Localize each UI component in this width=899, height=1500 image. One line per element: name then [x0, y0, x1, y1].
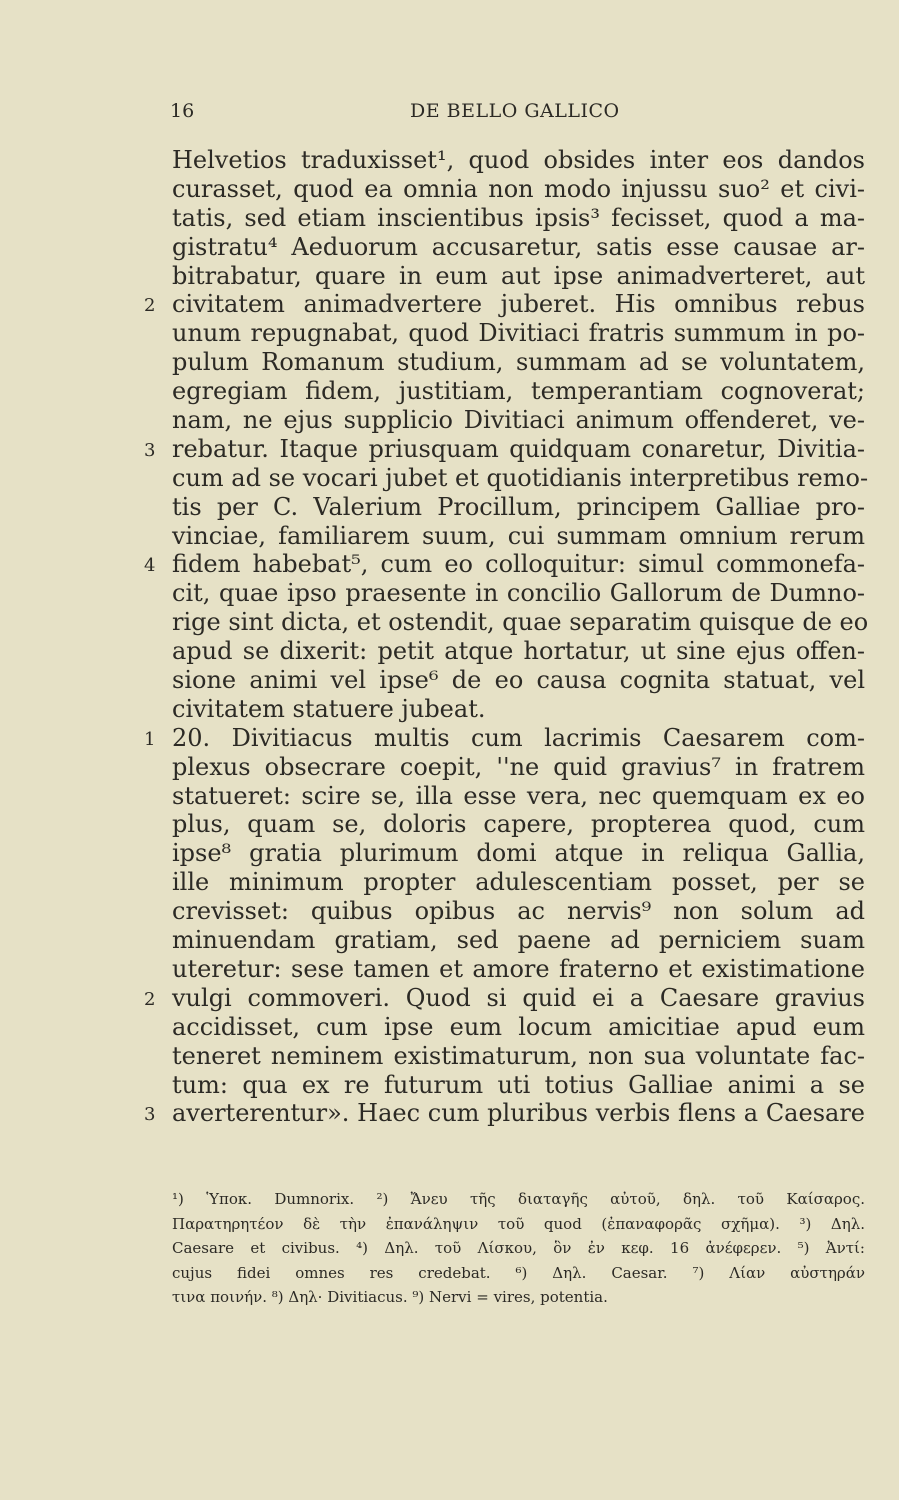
line-text: curasset, quod ea omnia non modo injussu suo² et civi-: [172, 174, 865, 203]
line-text: rige sint dicta, et ostendit, quae separatim quisque de eo: [172, 608, 869, 637]
line-text: pulum Romanum studium, summam ad se voluntatem,: [172, 348, 865, 377]
paragraph-number: 3: [144, 1104, 156, 1126]
text-line: [172, 493, 865, 522]
line-text: statueret: scire se, illa esse vera, nec quemquam ex eo: [172, 781, 865, 810]
text-line: [172, 1071, 865, 1100]
line-text: fidem habebat⁵, cum eo colloquitur: simul commonefa-: [172, 550, 865, 579]
text-line: [172, 579, 865, 608]
text-line: [172, 868, 865, 897]
text-line: [144, 723, 865, 753]
line-text: unum repugnabat, quod Divitiaci fratris summum in po-: [172, 319, 865, 348]
paragraph-number: 1: [144, 728, 156, 750]
line-text: minuendam gratiam, sed paene ad perniciem suam: [172, 926, 865, 955]
text-line: [144, 290, 865, 319]
line-text: tum: qua ex re futurum uti totius Galliae animi a se: [172, 1070, 865, 1099]
line-text: vulgi commoveri. Quod si quid ei a Caesare gravius: [172, 983, 865, 1012]
text-line: [172, 782, 865, 811]
text-line: [172, 463, 869, 493]
text-line: [172, 522, 865, 551]
text-line: [172, 348, 865, 377]
text-line: [172, 175, 865, 204]
page-header: [170, 100, 867, 130]
footnote-line: cujus fidei omnes res credebat. ⁶) Δηλ. Caesar. ⁷) Λίαν αὐστηράν: [172, 1263, 865, 1282]
text-line: [172, 319, 865, 348]
footnote-line: ¹) Ὑποκ. Dumnorix. ²) Ἄνευ τῆς διαταγῆς αὐτοῦ, δηλ. τοῦ Καίσαρος.: [172, 1190, 865, 1208]
text-line: [144, 434, 865, 464]
line-text: plus, quam se, doloris capere, propterea quod, cum: [172, 810, 865, 839]
text-line: [172, 1013, 865, 1042]
text-line: [172, 608, 869, 637]
line-text: accidisset, cum ipse eum locum amicitiae apud eum: [172, 1012, 865, 1041]
line-text: crevisset: quibus opibus ac nervis⁹ non solum ad: [172, 897, 865, 926]
text-line: [172, 926, 865, 955]
text-line: [172, 204, 865, 233]
body-text: [144, 146, 869, 1128]
line-text: vinciae, familiarem suum, cui summam omnium rerum: [172, 521, 865, 550]
text-line: [172, 897, 865, 926]
line-text: sione animi vel ipse⁶ de eo causa cognita statuat, vel: [172, 666, 865, 695]
text-line: [144, 550, 865, 579]
footnotes: [172, 1187, 865, 1310]
paragraph-number: 2: [144, 295, 156, 317]
line-text: teneret neminem existimaturum, non sua voluntate fac-: [172, 1041, 865, 1070]
text-line: [172, 810, 865, 839]
line-text: cum ad se vocari jubet et quotidianis interpretibus remo-: [172, 463, 869, 492]
footnote-line: Caesare et civibus. ⁴) Δηλ. τοῦ Λίσκου, ὃν ἐν κεφ. 16 ἀνέφερεν. ⁵) Ἀντί:: [172, 1239, 865, 1257]
text-line: [144, 983, 865, 1013]
text-line: [172, 406, 865, 435]
text-line: [172, 637, 865, 666]
paragraph-number: 3: [144, 439, 156, 461]
text-line: [172, 233, 865, 262]
text-line: [172, 146, 865, 175]
text-line: [172, 839, 865, 868]
text-line: [172, 666, 865, 695]
line-text: nam, ne ejus supplicio Divitiaci animum offenderet, ve-: [172, 406, 865, 435]
line-text: apud se dixerit: petit atque hortatur, ut sine ejus offen-: [172, 637, 865, 666]
paragraph-number: 2: [144, 988, 156, 1010]
line-text: civitatem animadvertere juberet. His omnibus rebus: [172, 290, 865, 319]
paragraph-number: 4: [144, 555, 156, 577]
line-text: ipse⁸ gratia plurimum domi atque in reliqua Gallia,: [172, 839, 865, 868]
line-text: ille minimum propter adulescentiam posset, per se: [172, 868, 865, 897]
text-line: [172, 695, 865, 724]
text-line: [172, 753, 865, 782]
line-text: Helvetios traduxisset¹, quod obsides inter eos dandos: [172, 146, 865, 174]
text-line: [172, 377, 865, 406]
line-text: civitatem statuere jubeat.: [172, 694, 486, 723]
running-title: DE BELLO GALLICO: [410, 100, 620, 122]
line-text: uteretur: sese tamen et amore fraterno et existimatione: [172, 954, 865, 983]
line-text: plexus obsecrare coepit, ''ne quid gravius⁷ in fratrem: [172, 752, 865, 781]
text-line: [172, 955, 865, 984]
footnote-line: Παρατηρητέον δὲ τὴν ἐπανάληψιν τοῦ quod (ἐπαναφορᾶς σχῆμα). ³) Δηλ.: [172, 1214, 865, 1233]
text-line: [172, 1042, 865, 1071]
text-line: [172, 262, 865, 291]
line-text: tis per C. Valerium Procillum, principem Galliae pro-: [172, 492, 865, 521]
line-text: tatis, sed etiam inscientibus ipsis³ fecisset, quod a ma-: [172, 203, 865, 232]
footnote-line: τινα ποινήν. ⁸) Δηλ· Divitiacus. ⁹) Nervi = vires, potentia.: [172, 1288, 608, 1306]
line-text: egregiam fidem, justitiam, temperantiam cognoverat;: [172, 377, 865, 406]
line-text: cit, quae ipso praesente in concilio Gallorum de Dumno-: [172, 579, 865, 608]
text-line: [144, 1099, 865, 1128]
line-text: 20. Divitiacus multis cum lacrimis Caesarem com-: [172, 723, 865, 752]
line-text: gistratu⁴ Aeduorum accusaretur, satis esse causae ar-: [172, 232, 865, 261]
line-text: bitrabatur, quare in eum aut ipse animadverteret, aut: [172, 261, 865, 290]
line-text: averterentur». Haec cum pluribus verbis flens a Caesare: [172, 1099, 865, 1128]
page-number: 16: [170, 100, 195, 122]
line-text: rebatur. Itaque priusquam quidquam conaretur, Divitia-: [172, 434, 865, 463]
